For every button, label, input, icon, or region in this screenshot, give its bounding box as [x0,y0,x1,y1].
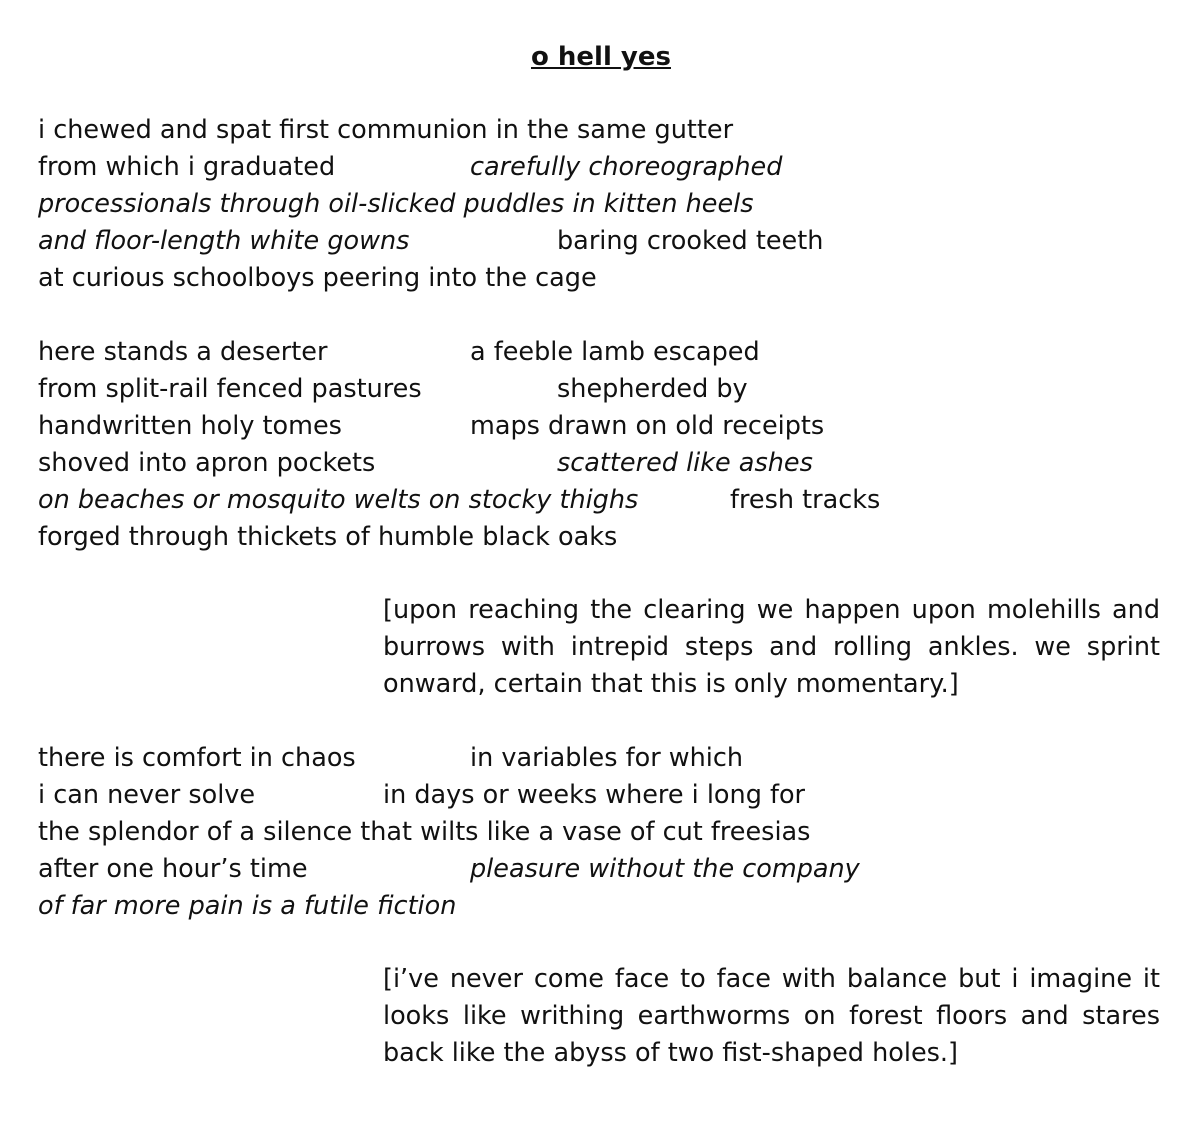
poem-text: processionals through oil-slicked puddles in kitten heels [38,189,754,219]
poem-text: there is comfort in chaos [38,743,356,773]
poem-text: maps drawn on old receipts [470,411,825,441]
poem-text: scattered like ashes [557,448,813,478]
poem-text: shepherded by [557,374,748,404]
poem-text: after one hour’s time [38,854,308,884]
poem-text: handwritten holy tomes [38,411,342,441]
poem-text: fresh tracks [730,485,881,515]
poem-text: here stands a deserter [38,337,328,367]
poem-text: from which i graduated [38,152,336,182]
poem-text: at curious schoolboys peering into the cage [38,263,597,293]
poem-text: of far more pain is a futile fiction [38,891,457,921]
poem-title: o hell yes [531,42,671,72]
poem-text: shoved into apron pockets [38,448,376,478]
poem-text: in days or weeks where i long for [383,780,806,810]
poem-text: carefully choreographed [470,152,783,182]
poem-text: from split-rail fenced pastures [38,374,422,404]
poem-text: a feeble lamb escaped [470,337,760,367]
poem-text: pleasure without the company [470,854,860,884]
poem-text: i chewed and spat first communion in the same gutter [38,115,734,145]
poem-text: i can never solve [38,780,256,810]
bracket-note-1: [upon reaching the clearing we happen upon molehills and burrows with intrepid steps and rolling ankles. we sprint onward, certain that this is only momentary.] [383,595,1160,699]
poem-text: baring crooked teeth [557,226,824,256]
poem-text: forged through thickets of humble black oaks [38,522,618,552]
bracket-note-2: [i’ve never come face to face with balance but i imagine it looks like writhing earthworms on forest floors and stares back like the abyss of two fist-shaped holes.] [383,964,1160,1068]
poem-text: in variables for which [470,743,744,773]
poem-text: the splendor of a silence that wilts like a vase of cut freesias [38,817,811,847]
poem-text: and floor-length white gowns [38,226,410,256]
poem-text: on beaches or mosquito welts on stocky thighs [38,485,639,515]
